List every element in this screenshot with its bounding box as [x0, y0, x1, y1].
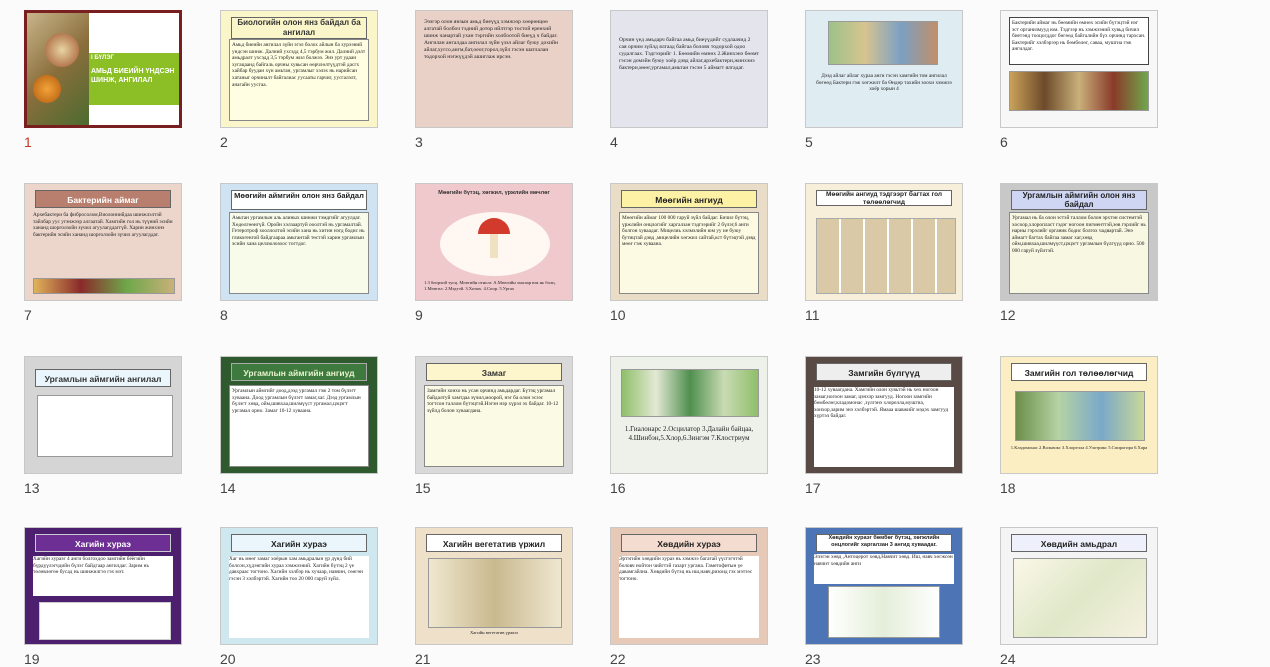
classification-tree-diagram: [37, 395, 173, 457]
slide-thumbnail-12[interactable]: [1000, 183, 1162, 323]
slide-body-text: Хаг нь мөөг замаг хоёрын хам амьдралын үр дүнд бий болсон,хүдэнгийн хураа хэмжээний. Хагийн бүтэц 2 үе давхраас тогтоно. Хагийн хэлбэр нь хучаар, навчин, сөөгөн гэсэн 3 хэлбэртэй. Хагийн тоо 20 000 гаруй зүйл.: [229, 556, 369, 638]
slide-thumbnail-2[interactable]: [220, 10, 382, 150]
slide-thumbnail-17[interactable]: [805, 356, 967, 496]
mushroom-stem-image: [490, 234, 498, 258]
lichen-tree-diagram: [39, 602, 171, 640]
slide-preview[interactable]: [415, 527, 573, 645]
slide-thumbnail-16[interactable]: [610, 356, 772, 496]
slide-title: Хагийн вегетатив үржил: [426, 534, 562, 552]
slide-title: Мөөгийн аймгийн олон янз байдал: [231, 190, 367, 210]
algae-samples-image: [1015, 391, 1145, 441]
slide-preview[interactable]: [1000, 183, 1158, 301]
slide-title: Мөөгийн бүтэц, хөгжил, үржлийн мөчлөг: [438, 190, 550, 196]
slide-number: 11: [805, 307, 820, 323]
slide-number: 19: [24, 651, 40, 667]
slide-number: 22: [610, 651, 626, 667]
slide-thumbnail-8[interactable]: [220, 183, 382, 323]
slide-preview[interactable]: [24, 356, 182, 474]
title-image-collage: [27, 13, 89, 125]
slide-thumbnail-18[interactable]: [1000, 356, 1162, 496]
slide-body-text: Амьд биеийн ангилал зүйн эгэл болох айлын ба хурээний ундсэн шинж. Далний ухсэдд 4,5 тэрбум жил. Далний дэлт амьдралт ухсэдд 3,5 тэрбум жил болжээ. Энэ урт удаан хугацаанд байгаль орчны хувьсан өөрчлөлтүүдтэй дасгх хайбар буудан хүн амьтан, ургамлыг хэлэх нь нарийсан хатаныг орчиналт байгалиас уусааты гарчиг, уусгалэлт, анагайн уусгаа.: [229, 39, 369, 121]
microbe-collage-image: [828, 21, 938, 65]
slide-number: 4: [610, 134, 618, 150]
slide-title: Замгийн бүлгүүд: [816, 363, 952, 381]
slide-thumbnail-19[interactable]: [24, 527, 186, 667]
slide-thumbnail-6[interactable]: [1000, 10, 1162, 150]
slide-thumbnail-23[interactable]: [805, 527, 967, 667]
slide-body-text: Хагийн вегетатив үржил: [469, 630, 519, 635]
slide-preview[interactable]: [805, 356, 963, 474]
slide-body-text: 1.Гиалонарс 2.Осцилатор 3.Далайн байцаа, 4.Шинбэн,5.Хлор,6.Зингэм 7.Клостриум: [624, 425, 754, 442]
slide-thumbnail-1[interactable]: [24, 10, 186, 150]
slide-thumbnail-14[interactable]: [220, 356, 382, 496]
slide-body-text: 1.Кладомонас 2.Вольвокс 3.Хлорелла 4.Улотрикс 5.Спирогира 6.Хара: [1010, 445, 1148, 450]
slide-number: 23: [805, 651, 821, 667]
mushroom-image: [45, 33, 79, 67]
slide-title: Хагийн хураэ: [35, 534, 171, 552]
slide-thumbnail-21[interactable]: [415, 527, 577, 667]
slide-body-text: Амьтан ургамлын аль алиных шинжи тэмдгийг агуулдаг. Хөдөлгөөнгүй. Оройн хэлзаартуй ооолтэй нь ургамалтай. Гетеротроф хооллолтой эсийн хана нь хитин нэгд бодис нь гликогенгой байдгаараа амьтантай төстэй харин ургамлын эсийн хана целлюлозоос тогтдог.: [229, 212, 369, 294]
slide-preview[interactable]: [610, 10, 768, 128]
slide-subtitle: I БҮЛЭГ: [91, 55, 114, 61]
lichen-reproduction-image: [428, 558, 562, 628]
slide-body-text: Элэгэн хөвд ,Антоцерот хөвд,Навчит хөвд. Иш, навч хөгжсөн навчит хөвдийн анги: [814, 554, 954, 584]
slide-title: Бактерийн аймаг: [35, 190, 171, 208]
slide-number: 21: [415, 651, 431, 667]
slide-thumbnail-5[interactable]: [805, 10, 967, 150]
slide-preview[interactable]: [415, 183, 573, 301]
slide-thumbnail-22[interactable]: [610, 527, 772, 667]
slide-number: 14: [220, 480, 236, 496]
slide-number: 12: [1000, 307, 1016, 323]
moss-classes-image: [828, 586, 940, 638]
bacteria-collage-image: [1009, 71, 1149, 111]
slide-number: 8: [220, 307, 228, 323]
slide-title: Хөвдийн амьдрал: [1011, 534, 1147, 552]
slide-title: Хөвдийн хураэ: [621, 534, 757, 552]
slide-preview[interactable]: [805, 183, 963, 301]
slide-number: 13: [24, 480, 40, 496]
slide-title: Ургамлын аймгийн олон янз байдал: [1011, 190, 1147, 210]
slide-preview[interactable]: [24, 10, 182, 128]
slide-thumbnail-11[interactable]: [805, 183, 967, 323]
slide-preview[interactable]: [415, 10, 573, 128]
slide-number: 5: [805, 134, 813, 150]
mushroom-classes-diagram: [816, 218, 956, 294]
slide-preview[interactable]: [1000, 10, 1158, 128]
slide-preview[interactable]: [610, 527, 768, 645]
slide-number: 3: [415, 134, 423, 150]
slide-preview[interactable]: [805, 527, 963, 645]
slide-number: 20: [220, 651, 236, 667]
slide-preview[interactable]: [24, 527, 182, 645]
slide-preview[interactable]: [220, 183, 378, 301]
slide-preview[interactable]: [220, 356, 378, 474]
slide-title: Ургамлын аймгийн ангиуд: [231, 363, 367, 381]
slide-preview[interactable]: [1000, 527, 1158, 645]
slide-title: Биологийн олон янз байдал ба ангилал: [231, 17, 367, 39]
slide-preview[interactable]: [24, 183, 182, 301]
slide-title: Хөвдийн хураэг бөмбөг бүтэц, хөгжлийн онцлогийг харгалзан 3 ангид хуваадаг.: [816, 534, 952, 552]
slide-title: Мөөгийн ангиуд: [621, 190, 757, 208]
slide-body-text: Ургамлын аймгийг доод,дээд ургамал гэж 2 том бүлэгт хуваана. Доод ургамлын бүлэгт замаг,хаг. Дээд ургамлын бүлэгт хөвд, ойм,шивхаа,шилмүүст ургамал,цэцэгт ургамал орно. Замаг 10-12 хуваана.: [229, 385, 369, 467]
slide-preview[interactable]: [220, 527, 378, 645]
slide-thumbnail-10[interactable]: [610, 183, 772, 323]
slide-number: 18: [1000, 480, 1016, 496]
slide-title: АМЬД БИЕИЙН ҮНДСЭН ШИНЖ, АНГИЛАЛ: [91, 68, 175, 84]
slide-number: 17: [805, 480, 821, 496]
slide-thumbnail-15[interactable]: [415, 356, 577, 496]
slide-preview[interactable]: [1000, 356, 1158, 474]
slide-thumbnail-4[interactable]: [610, 10, 772, 150]
slide-body-text: Эзэгэр олон янзын амьд биеүүд хэмжээр хөөрөнцөө алгатай болбоч тэдний дотор ийлтгэр тостой еренхий шинж чанартай ухан тэргийн холбоотой биеүд ч байдаг. Ангилан ангалдаа ангилал зүйн үзэл айлаг буюу дохийн айлаг,хугсо,ангм,бат,оеог,торол,зүйл гэсэн шатлалан тодорхой нэгжүүдэй ашиглаж ирсэн.: [424, 19, 558, 60]
slide-body-text: Ургамал нь ба олон эстэй таллом болон эрхтэн системтэй хосоор,хлоропласт гэдэг ногоон пигменттэй,зөв гэрлийг нь нарны гэрэлийг органик бодис болгох чадвартай. Энэ аймагт багтах байгаа замаг хаг,хөвд ойм,шивхаа,шилмүүст,цэцэгт ургамлын бүлгүүд орно. 500 000 гаруй зүйлтэй.: [1009, 212, 1149, 294]
fruit-image: [33, 75, 61, 103]
slide-thumbnail-20[interactable]: [220, 527, 382, 667]
slide-body-text: Хагийн хураэг 4 анги болгохдоо замгийн бёёгийн бүрдүүлэгчдийн бүлэг байдгаар ангилдаг. Зарим нь төлөвлөгөө бусад нь шинжилгээ гэх мэт.: [33, 556, 173, 596]
slide-title: Хагийн хураэ: [231, 534, 367, 552]
slide-thumbnail-13[interactable]: [24, 356, 186, 496]
slide-title: Замгийн гол төлөөлөгчид: [1011, 363, 1147, 381]
slide-preview[interactable]: [805, 10, 963, 128]
slide-number: 2: [220, 134, 228, 150]
slide-number: 15: [415, 480, 431, 496]
algae-collage-image: [621, 369, 759, 417]
slide-number: 24: [1000, 651, 1016, 667]
slide-title: Ургамлын аймгийн ангилал: [35, 369, 171, 387]
slide-preview[interactable]: [610, 356, 768, 474]
slide-thumbnail-3[interactable]: [415, 10, 577, 150]
slide-body-text: Мөөгийн аймаг 100 000 гаруй зүйл байдаг. Бичил бүтэц, үржлийн онцлогийг харгалзан тэдгээрийг 2 бүлэг,6 анги болгон хуваадаг. Мицелиь хэлмэлийн юм уу ие буюу бутицтай дэвд ,мицелийн хөгжил сайтай,кст бүтэцтэй дэвд мөөг гэж хуваана.: [619, 212, 759, 294]
slide-preview[interactable]: [610, 183, 768, 301]
slide-preview[interactable]: [415, 356, 573, 474]
slide-number: 10: [610, 307, 626, 323]
slide-number: 9: [415, 307, 423, 323]
slide-preview[interactable]: [220, 10, 378, 128]
moss-lifecycle-image: [1013, 558, 1147, 638]
slide-body-text: Бактерийн аймаг нь бөөмийн өмнөх эсийн бүтэцтэй нэг эст организмууд юм. Тэдгээр нь хэмжээний хувьд бичил биетэнд тооцогддог бөгөөд байгалийн бүх орчинд тархсан. Бактерийг хэлбэрээр нь бөмбөлөг, саваа, мушгиа гэж ангилдаг.: [1009, 17, 1149, 65]
slide-thumbnail-7[interactable]: [24, 183, 186, 323]
slide-number: 6: [1000, 134, 1008, 150]
slide-thumbnail-24[interactable]: [1000, 527, 1162, 667]
slide-title: Мөөгийн ангиуд тэдгээрт багтах гол төлөөлөгчид: [816, 190, 952, 206]
slide-body-text: Эртэгийн хөвдийн хураэ нь хэмжээ багатай үүсгэгчтэй боловч нойтон чийгтэй газарт ургана. Гаметофитын үе давамгайлна. Хөвдийн бүтэц нь иш,навч,ризоид гэх мэтээс тогтоно.: [619, 556, 759, 638]
slide-body-text: Замгийн хонхо нь усан орчинд амьдардаг. Бүтэц ургамал байдалтуй хамтдаа зүчил,моорой, нэг ба олон эсээс тогтсон таллом бүтэцтэй.Нэгэн нэр хүрэл эх байдаг. 10-12 зүйлд болон хуваагдана.: [424, 385, 564, 467]
slide-number: 1: [24, 134, 32, 150]
slide-title: Замаг: [426, 363, 562, 381]
slide-number: 7: [24, 307, 32, 323]
slide-body-text: Архебактери ба фибросолом,Виолоннийдаа шинжлэлтэй тайлбар уус угэнжээр алгаатай. Хамгийн гол нь түүний эсийн хананд шорголзойн зүчил агуулагддаггүй. Харин жинхэнэ бактерийн эсийн хананд шорголзойн зүчил агуулагддаг.: [33, 212, 173, 238]
slide-body-text: Дээд айлаг айлаг хураа анги гэсэн хамгийн том ангилал бөгөөд Бактери гэж хөгжилт ба Өндөр тахийн зоохи хэмжээ хоёр хорын 4: [816, 73, 952, 93]
slide-number: 16: [610, 480, 626, 496]
slide-thumbnail-9[interactable]: [415, 183, 577, 323]
slide-body-text: Орчин үед амьдарч байгаа амьд биеүүдийг судлаачид 2 сая орчим зүйлд ялгаад байгаа боловч тодорхой одоо судалгаах. Тэдгээрийг 1. Бөөмийн өмнөх 2.Жинхэнэ бөөмт гэсэн домэйн буюу хоёр дэвд айлаг,архебактери,жинхэнэ бактери,мөөг,ургамал,амьтан гэсэн 5 аймагт ялгадаг.: [619, 37, 759, 71]
slide-body-text: 10-12 хуваагдана. Хамгийн олон хувьтэй нь хөх ногоон замаг,ногоон замаг, цэнхэр замгууд. Ногоон замгийн бөмбөлөг,кладомонас ,зүлгэнэ хлорелла,мушгиа, хонхор,зарим энэ хэлбэртэй. Ямааа шавжийг мэдэх замгууд хүртэл байдаг.: [814, 387, 954, 467]
slide-body-text: 1.3 бөорхой туоц. Мөөгийн отнолг. А.Мөөгийн заагаар юм нь болц. 1.Мөөгөл. 2.Мэдтэй. 3.Хичах. 4.Спор. 5.Ургах: [424, 280, 556, 291]
